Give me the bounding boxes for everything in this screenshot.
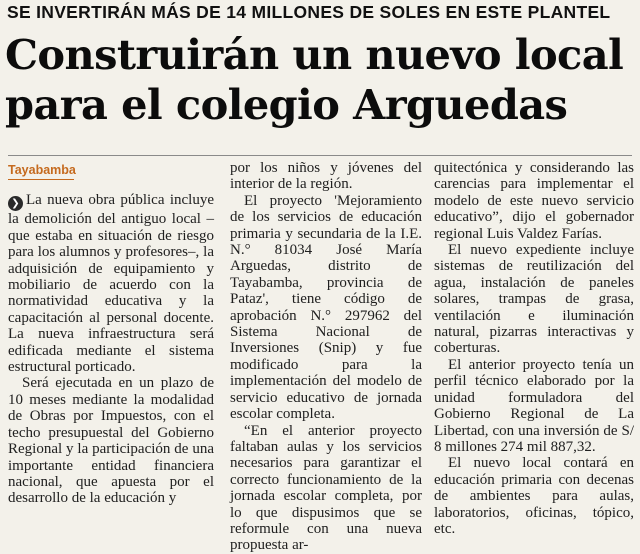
article-paragraph: El nuevo expediente incluye sistemas de reutilización del agua, instalación de paneles solares, trampas de grasa, ventilación e iluminación natural, pizarras interactivas y coberturas. bbox=[434, 242, 634, 357]
headline-line-2: para el colegio Arguedas bbox=[5, 80, 568, 129]
paragraph-text: La nueva obra pública incluye la demolición del antiguo local –que estaba en situación de riesgo para los alumnos y profesores–, la adquisición de equipamiento y mobiliario de acuerdo con la normatividad educativa y la capacitación al personal docente. La nueva infraestructura será edificada mediante el sistema estructural porticado. bbox=[8, 192, 214, 376]
headline-divider bbox=[8, 155, 632, 156]
headline-line-1: Construirán un nuevo local bbox=[5, 30, 624, 79]
arrow-icon: ❯ bbox=[8, 196, 23, 211]
article-paragraph: Será ejecutada en un plazo de 10 meses mediante la modalidad de Obras por Impuestos, con el techo presupuestal del Gobierno Regional y la participación de una importante entidad financiera nacional, que apuesta por el desarrollo de la educación y bbox=[8, 375, 214, 507]
article-paragraph: El proyecto 'Mejoramiento de los servicios de educación primaria y secundaria de la I.E. N.° 81034 José María Arguedas, distrito de Tayabamba, provincia de Pataz', tiene código de aprobación N.° 297962 del Sistema Nacional de Inversiones (Snip) y fue modificado para la implementación del modelo de servicio educativo de jornada escolar completa. bbox=[230, 192, 422, 423]
article-paragraph bbox=[8, 192, 214, 375]
article-column-2 bbox=[230, 160, 422, 554]
article-kicker: SE INVERTIRÁN MÁS DE 14 MILLONES DE SOLES EN ESTE PLANTEL bbox=[7, 2, 611, 22]
article-column-1 bbox=[8, 160, 214, 507]
article-paragraph: El nuevo local contará en educación primaria con decenas de ambientes para aulas, laboratorios, oficinas, tópico, etc. bbox=[434, 455, 634, 537]
article-paragraph: “En el anterior proyecto faltaban aulas y los servicios necesarios para garantizar el correcto funcionamiento de la jornada escolar completa, por lo que dispusimos que se reformule con una nueva propuesta ar- bbox=[230, 422, 422, 554]
article-headline bbox=[5, 30, 637, 130]
article-paragraph: El anterior proyecto tenía un perfil técnico elaborado por la unidad formuladora del Gobierno Regional de La Libertad, con una inversión de S/ 8 millones 274 mil 887,32. bbox=[434, 356, 634, 455]
article-column-3 bbox=[434, 160, 634, 537]
article-paragraph: quitectónica y considerando las carencias para implementar el modelo de este nuevo servicio educativo”, dijo el gobernador regional Luis Valdez Farías. bbox=[434, 160, 634, 242]
article-paragraph: por los niños y jóvenes del interior de la región. bbox=[230, 160, 422, 193]
section-label: Tayabamba bbox=[8, 162, 74, 180]
